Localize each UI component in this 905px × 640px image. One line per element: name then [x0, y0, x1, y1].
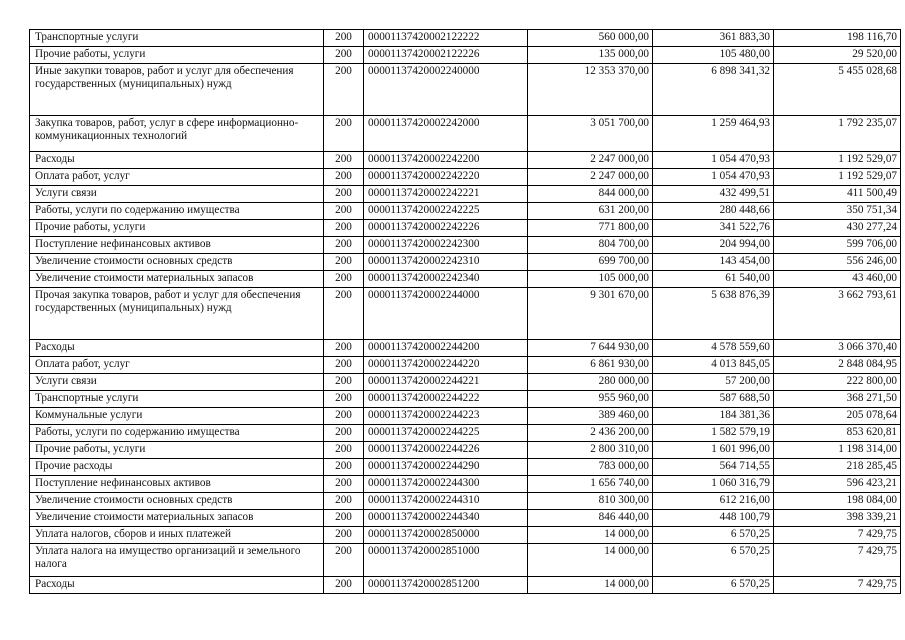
row-approved-cell: 14 000,00 [528, 527, 653, 544]
row-executed-cell: 6 570,25 [653, 544, 774, 577]
table-row [30, 169, 901, 186]
row-code-cell: 200 [324, 510, 364, 527]
row-executed-cell: 448 100,79 [653, 510, 774, 527]
row-kbk-cell: 00001137420002242200 [364, 152, 528, 169]
row-remaining-cell: 430 277,24 [774, 220, 901, 237]
table-row [30, 340, 901, 357]
row-kbk-cell: 00001137420002242300 [364, 237, 528, 254]
row-executed-cell: 105 480,00 [653, 47, 774, 64]
row-approved-cell: 135 000,00 [528, 47, 653, 64]
table-row [30, 288, 901, 340]
table-row [30, 186, 901, 203]
row-executed-cell: 143 454,00 [653, 254, 774, 271]
row-approved-cell: 2 800 310,00 [528, 442, 653, 459]
row-executed-cell: 1 601 996,00 [653, 442, 774, 459]
row-code-cell: 200 [324, 391, 364, 408]
table-row [30, 493, 901, 510]
row-approved-cell: 6 861 930,00 [528, 357, 653, 374]
row-kbk-cell: 00001137420002244221 [364, 374, 528, 391]
row-code-cell: 200 [324, 47, 364, 64]
table-row [30, 510, 901, 527]
budget-execution-table [29, 29, 901, 594]
row-code-cell: 200 [324, 544, 364, 577]
table-row [30, 357, 901, 374]
row-approved-cell: 846 440,00 [528, 510, 653, 527]
row-remaining-cell: 43 460,00 [774, 271, 901, 288]
table-row [30, 425, 901, 442]
row-name-cell: Расходы [30, 152, 324, 169]
row-executed-cell: 341 522,76 [653, 220, 774, 237]
row-approved-cell: 105 000,00 [528, 271, 653, 288]
row-remaining-cell: 350 751,34 [774, 203, 901, 220]
row-name-cell: Транспортные услуги [30, 30, 324, 47]
row-code-cell: 200 [324, 577, 364, 594]
row-approved-cell: 14 000,00 [528, 544, 653, 577]
table-body [30, 30, 901, 594]
row-kbk-cell: 00001137420002244222 [364, 391, 528, 408]
row-remaining-cell: 1 792 235,07 [774, 116, 901, 152]
row-remaining-cell: 7 429,75 [774, 527, 901, 544]
table-row [30, 254, 901, 271]
row-approved-cell: 631 200,00 [528, 203, 653, 220]
row-remaining-cell: 2 848 084,95 [774, 357, 901, 374]
table-row [30, 152, 901, 169]
row-name-cell: Уплата налогов, сборов и иных платежей [30, 527, 324, 544]
row-remaining-cell: 1 192 529,07 [774, 152, 901, 169]
row-approved-cell: 1 656 740,00 [528, 476, 653, 493]
row-remaining-cell: 205 078,64 [774, 408, 901, 425]
row-name-cell: Расходы [30, 340, 324, 357]
row-kbk-cell: 00001137420002240000 [364, 64, 528, 116]
row-name-cell: Иные закупки товаров, работ и услуг для обеспечения государственных (муниципальных) нужд [30, 64, 324, 116]
row-remaining-cell: 3 662 793,61 [774, 288, 901, 340]
row-code-cell: 200 [324, 220, 364, 237]
row-name-cell: Оплата работ, услуг [30, 169, 324, 186]
row-name-cell: Прочие расходы [30, 459, 324, 476]
row-approved-cell: 2 247 000,00 [528, 152, 653, 169]
row-remaining-cell: 599 706,00 [774, 237, 901, 254]
row-code-cell: 200 [324, 116, 364, 152]
table-row [30, 220, 901, 237]
row-executed-cell: 4 013 845,05 [653, 357, 774, 374]
row-remaining-cell: 398 339,21 [774, 510, 901, 527]
row-code-cell: 200 [324, 442, 364, 459]
row-name-cell: Увеличение стоимости основных средств [30, 254, 324, 271]
row-approved-cell: 560 000,00 [528, 30, 653, 47]
row-name-cell: Транспортные услуги [30, 391, 324, 408]
row-kbk-cell: 00001137420002242220 [364, 169, 528, 186]
row-name-cell: Расходы [30, 577, 324, 594]
row-kbk-cell: 00001137420002242225 [364, 203, 528, 220]
row-executed-cell: 361 883,30 [653, 30, 774, 47]
table-row [30, 47, 901, 64]
row-executed-cell: 612 216,00 [653, 493, 774, 510]
row-code-cell: 200 [324, 64, 364, 116]
row-remaining-cell: 5 455 028,68 [774, 64, 901, 116]
row-kbk-cell: 00001137420002242340 [364, 271, 528, 288]
row-kbk-cell: 00001137420002242221 [364, 186, 528, 203]
row-kbk-cell: 00001137420002244340 [364, 510, 528, 527]
row-remaining-cell: 198 084,00 [774, 493, 901, 510]
row-kbk-cell: 00001137420002244226 [364, 442, 528, 459]
row-name-cell: Прочая закупка товаров, работ и услуг для обеспечения государственных (муниципальных) нужд [30, 288, 324, 340]
row-executed-cell: 5 638 876,39 [653, 288, 774, 340]
row-approved-cell: 699 700,00 [528, 254, 653, 271]
row-approved-cell: 389 460,00 [528, 408, 653, 425]
row-executed-cell: 587 688,50 [653, 391, 774, 408]
row-name-cell: Уплата налога на имущество организаций и земельного налога [30, 544, 324, 577]
row-executed-cell: 1 054 470,93 [653, 152, 774, 169]
row-kbk-cell: 00001137420002244310 [364, 493, 528, 510]
row-kbk-cell: 00001137420002242310 [364, 254, 528, 271]
row-code-cell: 200 [324, 152, 364, 169]
row-remaining-cell: 7 429,75 [774, 577, 901, 594]
row-name-cell: Прочие работы, услуги [30, 47, 324, 64]
table-row [30, 408, 901, 425]
row-kbk-cell: 00001137420002122226 [364, 47, 528, 64]
row-approved-cell: 810 300,00 [528, 493, 653, 510]
row-approved-cell: 12 353 370,00 [528, 64, 653, 116]
row-kbk-cell: 00001137420002244223 [364, 408, 528, 425]
table-row [30, 237, 901, 254]
row-remaining-cell: 556 246,00 [774, 254, 901, 271]
row-name-cell: Закупка товаров, работ, услуг в сфере информационно-коммуникационных технологий [30, 116, 324, 152]
row-code-cell: 200 [324, 203, 364, 220]
row-name-cell: Услуги связи [30, 374, 324, 391]
row-code-cell: 200 [324, 169, 364, 186]
row-name-cell: Работы, услуги по содержанию имущества [30, 425, 324, 442]
row-remaining-cell: 1 198 314,00 [774, 442, 901, 459]
row-executed-cell: 1 582 579,19 [653, 425, 774, 442]
row-kbk-cell: 00001137420002244225 [364, 425, 528, 442]
row-executed-cell: 432 499,51 [653, 186, 774, 203]
row-name-cell: Поступление нефинансовых активов [30, 237, 324, 254]
row-remaining-cell: 198 116,70 [774, 30, 901, 47]
row-kbk-cell: 00001137420002850000 [364, 527, 528, 544]
row-kbk-cell: 00001137420002851200 [364, 577, 528, 594]
row-kbk-cell: 00001137420002851000 [364, 544, 528, 577]
row-executed-cell: 204 994,00 [653, 237, 774, 254]
table-row [30, 476, 901, 493]
row-remaining-cell: 368 271,50 [774, 391, 901, 408]
row-approved-cell: 2 436 200,00 [528, 425, 653, 442]
row-name-cell: Услуги связи [30, 186, 324, 203]
row-code-cell: 200 [324, 288, 364, 340]
row-approved-cell: 280 000,00 [528, 374, 653, 391]
row-kbk-cell: 00001137420002244300 [364, 476, 528, 493]
row-name-cell: Увеличение стоимости основных средств [30, 493, 324, 510]
row-code-cell: 200 [324, 425, 364, 442]
row-approved-cell: 7 644 930,00 [528, 340, 653, 357]
row-executed-cell: 4 578 559,60 [653, 340, 774, 357]
row-executed-cell: 61 540,00 [653, 271, 774, 288]
row-executed-cell: 57 200,00 [653, 374, 774, 391]
row-executed-cell: 6 898 341,32 [653, 64, 774, 116]
row-code-cell: 200 [324, 271, 364, 288]
table-row [30, 459, 901, 476]
row-approved-cell: 2 247 000,00 [528, 169, 653, 186]
table-row [30, 527, 901, 544]
row-code-cell: 200 [324, 254, 364, 271]
row-code-cell: 200 [324, 30, 364, 47]
row-executed-cell: 1 054 470,93 [653, 169, 774, 186]
row-code-cell: 200 [324, 237, 364, 254]
row-name-cell: Оплата работ, услуг [30, 357, 324, 374]
row-code-cell: 200 [324, 186, 364, 203]
table-row [30, 64, 901, 116]
row-remaining-cell: 222 800,00 [774, 374, 901, 391]
row-remaining-cell: 29 520,00 [774, 47, 901, 64]
row-executed-cell: 1 259 464,93 [653, 116, 774, 152]
row-approved-cell: 771 800,00 [528, 220, 653, 237]
table-row [30, 577, 901, 594]
row-code-cell: 200 [324, 357, 364, 374]
row-remaining-cell: 596 423,21 [774, 476, 901, 493]
row-kbk-cell: 00001137420002244200 [364, 340, 528, 357]
row-name-cell: Прочие работы, услуги [30, 220, 324, 237]
row-approved-cell: 804 700,00 [528, 237, 653, 254]
table-row [30, 544, 901, 577]
row-code-cell: 200 [324, 374, 364, 391]
table-row [30, 442, 901, 459]
row-name-cell: Увеличение стоимости материальных запасов [30, 510, 324, 527]
row-kbk-cell: 00001137420002122222 [364, 30, 528, 47]
row-approved-cell: 14 000,00 [528, 577, 653, 594]
row-executed-cell: 6 570,25 [653, 577, 774, 594]
row-approved-cell: 783 000,00 [528, 459, 653, 476]
row-remaining-cell: 7 429,75 [774, 544, 901, 577]
row-name-cell: Прочие работы, услуги [30, 442, 324, 459]
row-executed-cell: 184 381,36 [653, 408, 774, 425]
row-executed-cell: 280 448,66 [653, 203, 774, 220]
row-kbk-cell: 00001137420002244290 [364, 459, 528, 476]
row-code-cell: 200 [324, 459, 364, 476]
table-row [30, 116, 901, 152]
row-remaining-cell: 218 285,45 [774, 459, 901, 476]
row-remaining-cell: 3 066 370,40 [774, 340, 901, 357]
row-kbk-cell: 00001137420002244000 [364, 288, 528, 340]
row-executed-cell: 564 714,55 [653, 459, 774, 476]
row-code-cell: 200 [324, 527, 364, 544]
row-name-cell: Увеличение стоимости материальных запасов [30, 271, 324, 288]
row-approved-cell: 955 960,00 [528, 391, 653, 408]
row-code-cell: 200 [324, 340, 364, 357]
row-name-cell: Работы, услуги по содержанию имущества [30, 203, 324, 220]
row-remaining-cell: 411 500,49 [774, 186, 901, 203]
row-approved-cell: 844 000,00 [528, 186, 653, 203]
row-name-cell: Коммунальные услуги [30, 408, 324, 425]
table-row [30, 374, 901, 391]
row-approved-cell: 3 051 700,00 [528, 116, 653, 152]
row-kbk-cell: 00001137420002242000 [364, 116, 528, 152]
row-name-cell: Поступление нефинансовых активов [30, 476, 324, 493]
row-kbk-cell: 00001137420002244220 [364, 357, 528, 374]
row-executed-cell: 1 060 316,79 [653, 476, 774, 493]
row-code-cell: 200 [324, 493, 364, 510]
table-row [30, 391, 901, 408]
row-remaining-cell: 1 192 529,07 [774, 169, 901, 186]
row-code-cell: 200 [324, 476, 364, 493]
row-remaining-cell: 853 620,81 [774, 425, 901, 442]
table-row [30, 271, 901, 288]
row-code-cell: 200 [324, 408, 364, 425]
row-approved-cell: 9 301 670,00 [528, 288, 653, 340]
table-row [30, 203, 901, 220]
table-row [30, 30, 901, 47]
row-executed-cell: 6 570,25 [653, 527, 774, 544]
row-kbk-cell: 00001137420002242226 [364, 220, 528, 237]
